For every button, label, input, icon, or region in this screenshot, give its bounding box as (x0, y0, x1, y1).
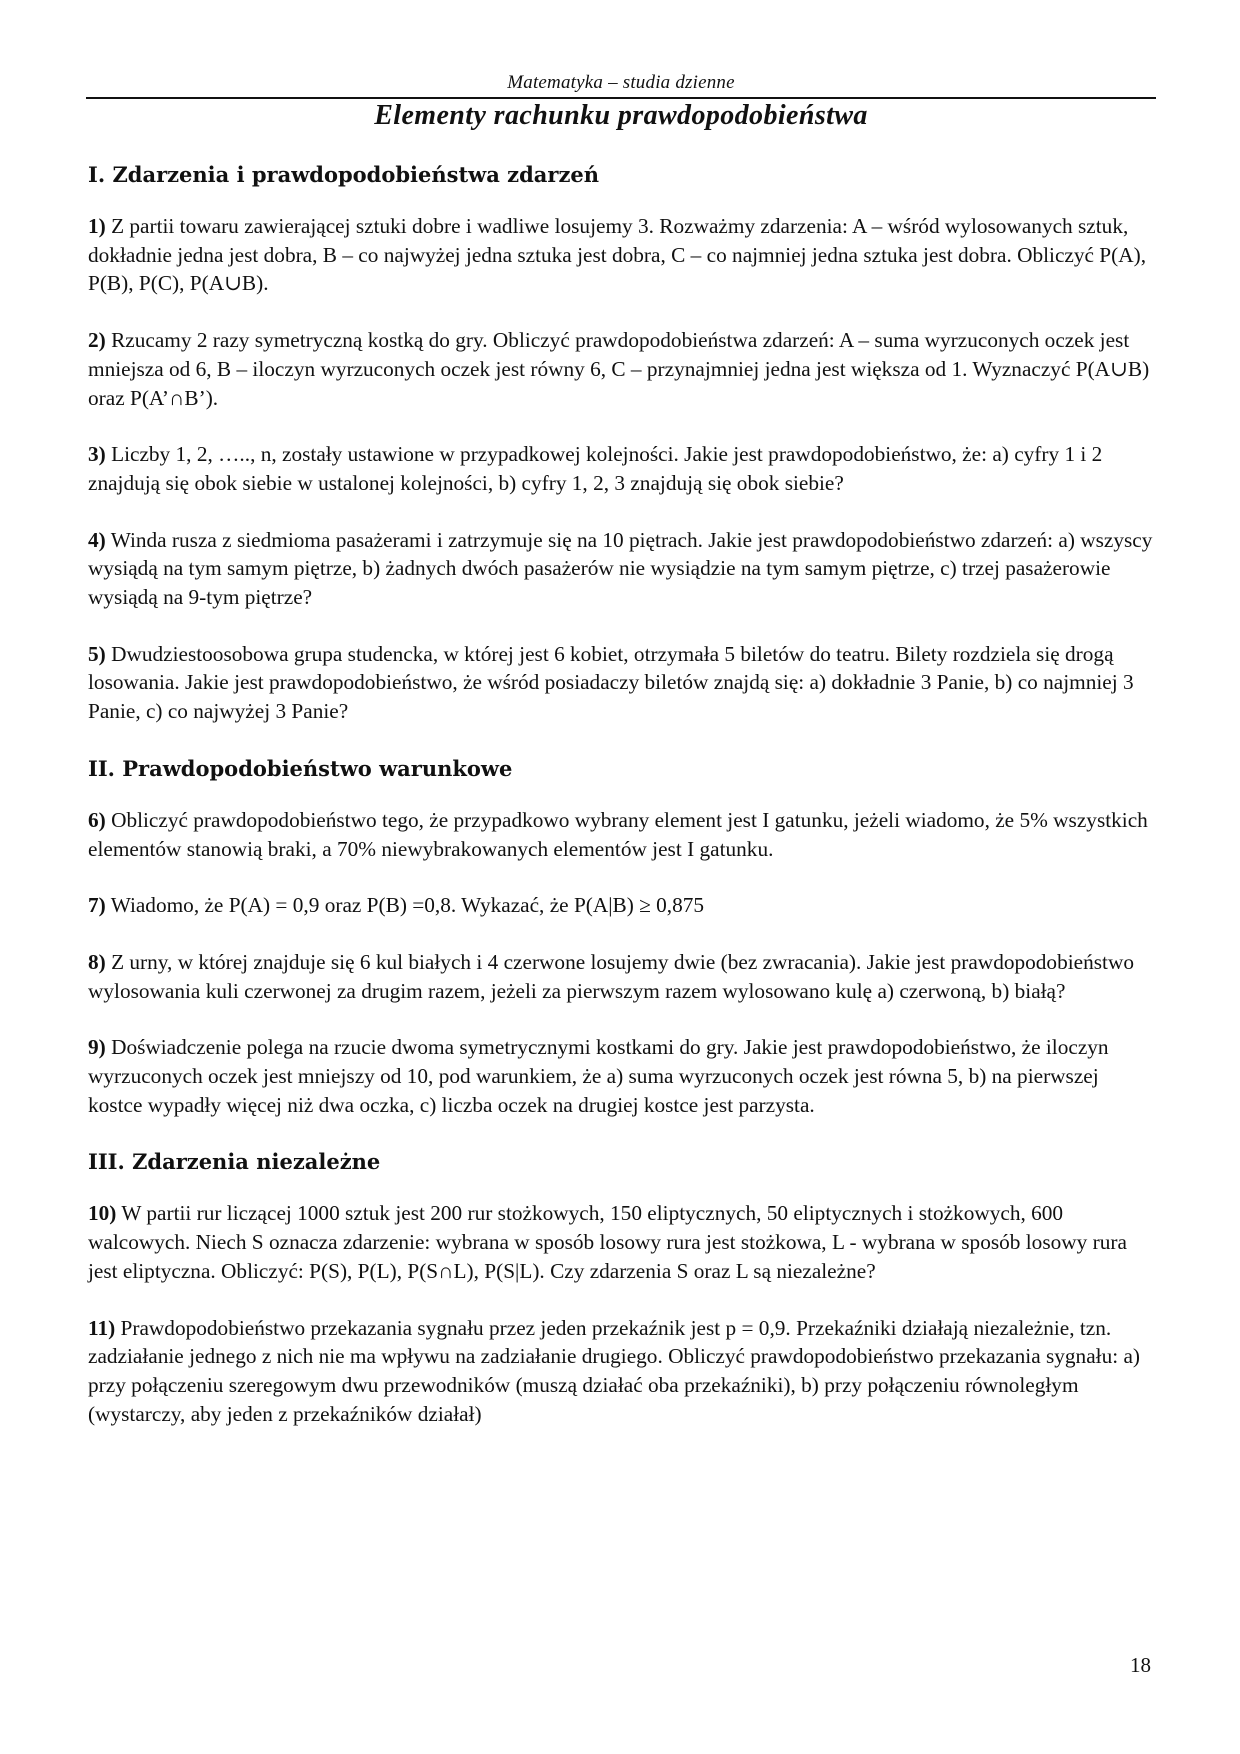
document-body (88, 160, 1158, 1456)
problem-6 (88, 806, 1158, 863)
problem-number: 8) (88, 949, 106, 974)
problem-3 (88, 440, 1158, 497)
problem-text: Rzucamy 2 razy symetryczną kostką do gry. Obliczyć prawdopodobieństwa zdarzeń: A – suma wyrzuconych oczek jest mniejsza od 6, B – iloczyn wyrzuconych oczek jest równy 6, C – przynajmniej jedna jest większa od 1. Wyznaczyć P(A∪B) oraz P(A’∩B’). (88, 328, 1150, 410)
problem-8 (88, 948, 1158, 1005)
problem-number: 2) (88, 328, 106, 353)
problem-text: Wiadomo, że P(A) = 0,9 oraz P(B) =0,8. Wykazać, że P(A|B) ≥ 0,875 (105, 893, 705, 918)
problem-text: Liczby 1, 2, ….., n, zostały ustawione w przypadkowej kolejności. Jakie jest prawdopodobieństwo, że: a) cyfry 1 i 2 znajdują się obok siebie w ustalonej kolejności, b) cyfry 1, 2, 3 znajdują się obok siebie? (88, 442, 1103, 495)
problem-number: 10) (88, 1201, 117, 1226)
problem-11 (88, 1314, 1158, 1429)
problem-number: 1) (88, 214, 106, 238)
problem-2 (88, 326, 1158, 412)
document-title: Elementy rachunku prawdopodobieństwa (374, 100, 868, 131)
problem-text: Prawdopodobieństwo przekazania sygnału przez jeden przekaźnik jest p = 0,9. Przekaźniki działają niezależnie, tzn. zadziałanie jednego z nich nie ma wpływu na zadziałanie drugiego. Obliczyć prawdopodobieństwo przekazania sygnału: a) przy połączeniu szeregowym dwu przewodników (muszą działać oba przekaźniki), b) przy połączeniu równoległym (wystarczy, aby jeden z przekaźników działał) (88, 1315, 1141, 1426)
problem-text: Dwudziestoosobowa grupa studencka, w której jest 6 kobiet, otrzymała 5 biletów do teatru. Bilety rozdziela się drogą losowania. Jakie jest prawdopodobieństwo, że wśród posiadaczy biletów znajdą się: a) dokładnie 3 Panie, b) co najmniej 3 Panie, c) co najwyżej 3 Panie? (88, 641, 1134, 724)
problem-5 (88, 640, 1158, 726)
problem-text: Doświadczenie polega na rzucie dwoma symetrycznymi kostkami do gry. Jakie jest prawdopodobieństwo, że iloczyn wyrzuconych oczek jest mniejszy od 10, pod warunkiem, że a) suma wyrzuconych oczek jest równa 5, b) na pierwszej kostce wypadły więcej niż dwa oczka, c) liczba oczek na drugiej kostce jest parzysta. (88, 1035, 1109, 1117)
problem-4 (88, 526, 1158, 612)
problem-text: Z partii towaru zawierającej sztuki dobre i wadliwe losujemy 3. Rozważmy zdarzenia: A – wśród wylosowanych sztuk, dokładnie jedna jest dobra, B – co najwyżej jedna sztuka jest dobra, C – co najmniej jedna sztuka jest dobra. Obliczyć P(A), P(B), P(C), P(A∪B). (88, 214, 1147, 296)
page-number: 18 (1130, 1653, 1151, 1677)
section-1 (88, 160, 1158, 726)
section-heading: III. Zdarzenia niezależne (88, 1149, 381, 1175)
problem-10 (88, 1199, 1158, 1285)
problem-number: 4) (88, 527, 106, 552)
problem-text: Winda rusza z siedmioma pasażerami i zatrzymuje się na 10 piętrach. Jakie jest prawdopodobieństwo zdarzeń: a) wszyscy wysiądą na tym samym piętrze, b) żadnych dwóch pasażerów nie wysiądzie na tym samym piętrze, c) trzej pasażerowie wysiądą na 9-tym piętrze? (88, 527, 1153, 610)
problem-number: 3) (88, 442, 106, 467)
problem-1 (88, 212, 1158, 298)
section-heading: II. Prawdopodobieństwo warunkowe (88, 755, 513, 781)
problem-9 (88, 1033, 1158, 1119)
section-heading: I. Zdarzenia i prawdopodobieństwa zdarzeń (88, 162, 600, 187)
problem-7 (88, 891, 1158, 920)
section-3 (88, 1147, 1158, 1428)
problem-number: 5) (88, 641, 106, 666)
problem-text: W partii rur liczącej 1000 sztuk jest 200 rur stożkowych, 150 eliptycznych, 50 eliptycznych i stożkowych, 600 walcowych. Niech S oznacza zdarzenie: wybrana w sposób losowy rura jest stożkowa, L - wybrana w sposób losowy rura jest eliptyczna. Obliczyć: P(S), P(L), P(S∩L), P(S|L). Czy zdarzenia S oraz L są niezależne? (88, 1201, 1127, 1283)
section-2 (88, 754, 1158, 1120)
problem-number: 11) (88, 1315, 116, 1340)
problem-number: 7) (88, 893, 106, 918)
problem-text: Obliczyć prawdopodobieństwo tego, że przypadkowo wybrany element jest I gatunku, jeżeli wiadomo, że 5% wszystkich elementów stanowią braki, a 70% niewybrakowanych elementów jest I gatunku. (88, 807, 1148, 861)
header-rule (86, 97, 1156, 99)
running-header: Matematyka – studia dzienne (507, 72, 735, 93)
problem-number: 9) (88, 1035, 106, 1060)
problem-number: 6) (88, 807, 106, 832)
problem-text: Z urny, w której znajduje się 6 kul białych i 4 czerwone losujemy dwie (bez zwracania). Jakie jest prawdopodobieństwo wylosowania kuli czerwonej za drugim razem, jeżeli za pierwszym razem wylosowano kulę a) czerwoną, b) białą? (88, 949, 1134, 1003)
